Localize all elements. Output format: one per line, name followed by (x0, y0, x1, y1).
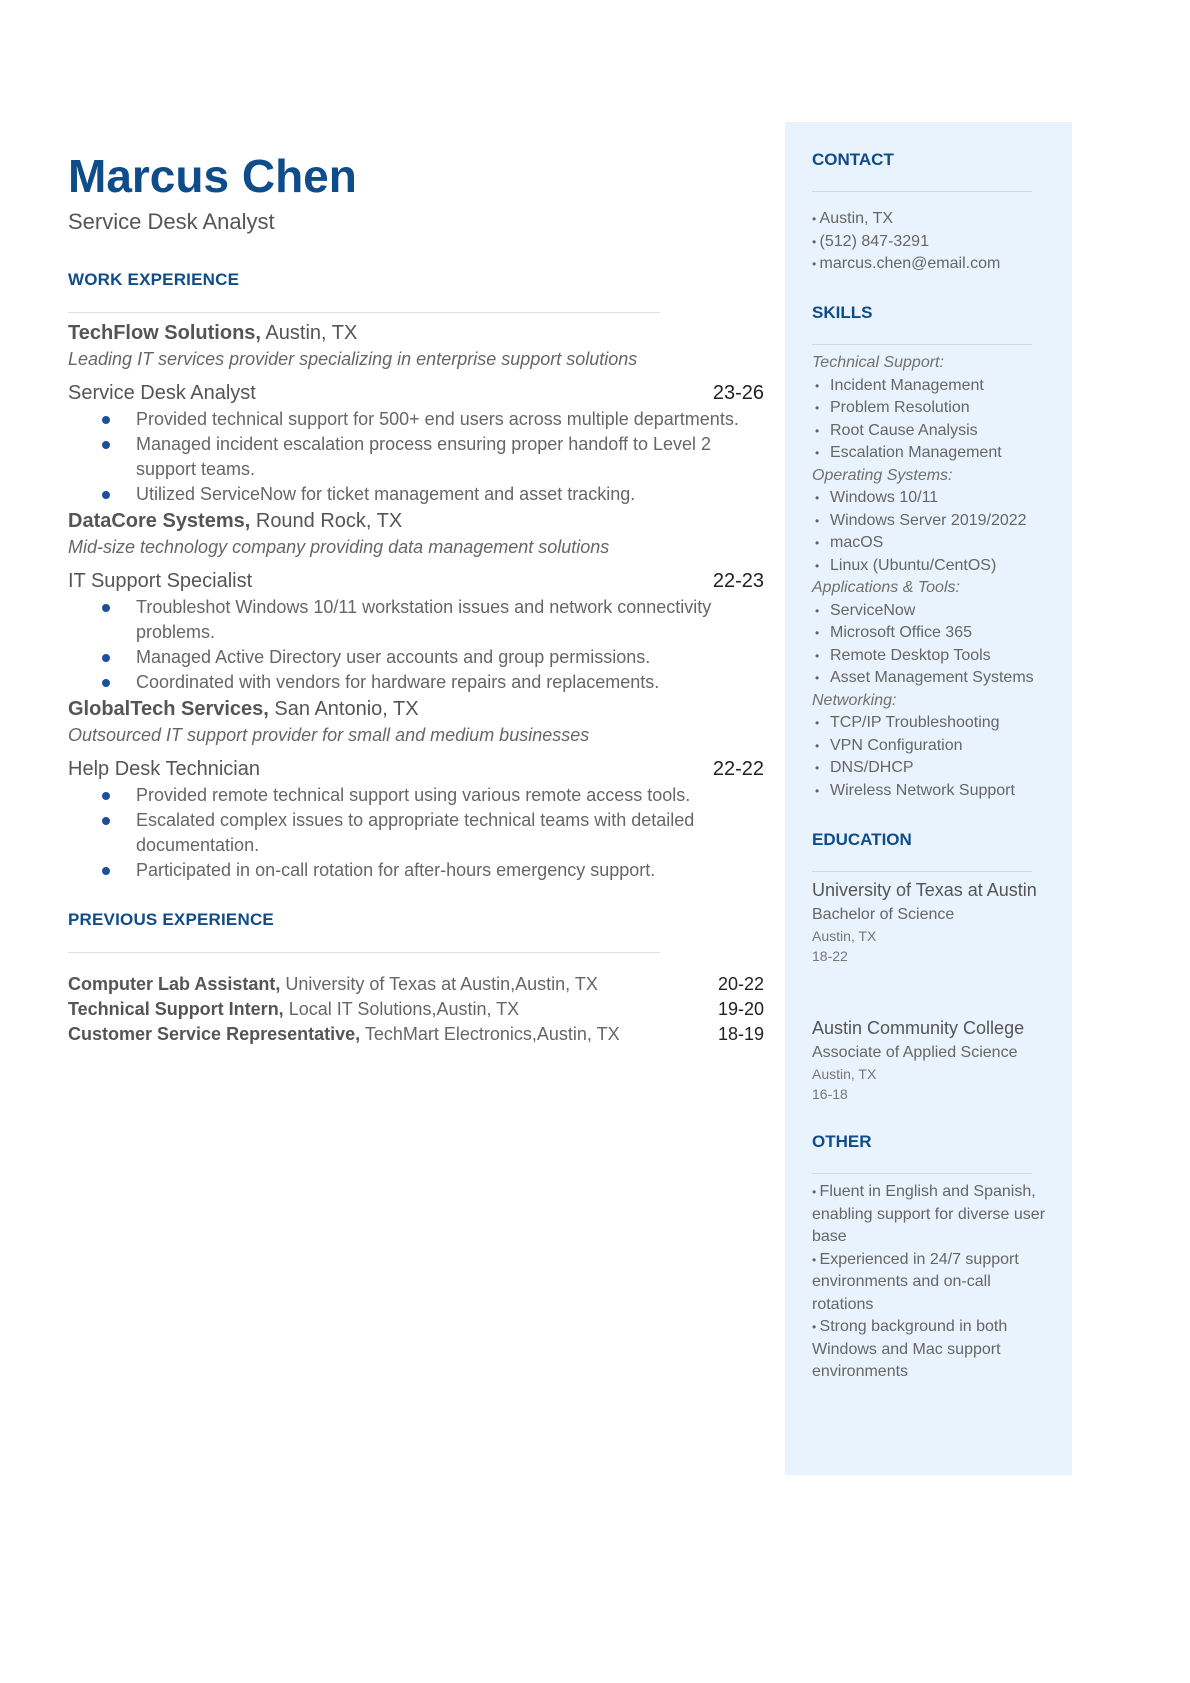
contact-text: Austin, TX (819, 210, 894, 227)
other-heading: OTHER (812, 1132, 872, 1151)
contact-text: marcus.chen@email.com (819, 255, 1001, 272)
job-bullets (102, 407, 762, 507)
previous-experience-heading: PREVIOUS EXPERIENCE (68, 910, 274, 929)
company-name: GlobalTech Services, (68, 698, 269, 720)
skill-item: • Microsoft Office 365 (812, 622, 1057, 645)
section-divider (68, 312, 660, 313)
contact-location (812, 208, 1057, 231)
previous-job-row (68, 997, 764, 1022)
job-company (68, 320, 357, 346)
school-name: Austin Community College (812, 1018, 1025, 1038)
bullet-icon (102, 867, 110, 875)
list-item (102, 407, 762, 432)
job-role (68, 568, 764, 594)
skill-item: • Wireless Network Support (812, 780, 1057, 803)
previous-place: TechMart Electronics,Austin, TX (360, 1024, 620, 1044)
skill-item: • Windows Server 2019/2022 (812, 510, 1057, 533)
sidebar (785, 122, 1072, 1475)
previous-place: Local IT Solutions,Austin, TX (283, 999, 520, 1019)
skill-item: • VPN Configuration (812, 735, 1057, 758)
bullet-icon (102, 654, 110, 662)
previous-role: Technical Support Intern, (68, 999, 284, 1019)
bullet-text: Participated in on-call rotation for after-hours emergency support. (136, 860, 656, 880)
role-dates: 22-22 (712, 758, 764, 780)
section-divider (812, 344, 1032, 345)
school-name: University of Texas at Austin (812, 880, 1037, 900)
skill-item: • Asset Management Systems (812, 667, 1057, 690)
skill-category: Operating Systems: (812, 466, 953, 484)
skill-category: Networking: (812, 691, 897, 709)
job-company (68, 508, 402, 534)
list-item (102, 432, 762, 482)
skill-item: • ServiceNow (812, 600, 1057, 623)
list-item (102, 858, 762, 883)
previous-job-row (68, 1022, 764, 1047)
section-divider (812, 1173, 1032, 1174)
previous-place: University of Texas at Austin,Austin, TX (280, 974, 598, 994)
company-location: Round Rock, TX (250, 510, 403, 532)
skill-category: Applications & Tools: (812, 579, 960, 596)
education-entry (812, 878, 1052, 966)
contact-email (812, 253, 1057, 276)
skill-item: • Escalation Management (812, 442, 1057, 465)
section-divider (812, 871, 1032, 872)
other-text: Experienced in 24/7 support environments and on-call rotations (812, 1250, 1019, 1313)
skill-item: • Incident Management (812, 375, 1057, 398)
candidate-title: Service Desk Analyst (68, 209, 275, 234)
bullet-icon (102, 416, 110, 424)
bullet-icon (102, 792, 110, 800)
bullet-text: Coordinated with vendors for hardware repairs and replacements. (136, 672, 660, 692)
skills-heading: SKILLS (812, 303, 873, 322)
bullet-icon (102, 679, 110, 687)
company-description: Outsourced IT support provider for small and medium businesses (68, 725, 590, 745)
school-location: Austin, TX (812, 928, 877, 944)
contact-heading: CONTACT (812, 150, 894, 169)
work-experience-heading: WORK EXPERIENCE (68, 270, 240, 289)
skill-item: • Root Cause Analysis (812, 420, 1057, 443)
previous-role: Computer Lab Assistant, (68, 974, 281, 994)
previous-role: Customer Service Representative, (68, 1024, 361, 1044)
company-description: Leading IT services provider specializing in enterprise support solutions (68, 349, 638, 369)
skill-item: • TCP/IP Troubleshooting (812, 712, 1057, 735)
job-company (68, 696, 419, 722)
other-list (812, 1181, 1047, 1384)
company-location: San Antonio, TX (268, 698, 419, 720)
role-dates: 22-23 (712, 570, 764, 592)
job-bullets (102, 595, 762, 695)
degree-name: Bachelor of Science (812, 906, 955, 923)
bullet-text: Troubleshot Windows 10/11 workstation issues and network connectivity problems. (136, 597, 712, 642)
company-location: Austin, TX (260, 322, 358, 344)
previous-dates: 18-19 (717, 1024, 764, 1044)
company-name: TechFlow Solutions, (68, 322, 261, 344)
role-title: Service Desk Analyst (68, 382, 256, 404)
skill-item: • Problem Resolution (812, 397, 1057, 420)
role-title: Help Desk Technician (68, 758, 260, 780)
role-title: IT Support Specialist (68, 570, 253, 592)
skill-item: • macOS (812, 532, 1057, 555)
bullet-text: Provided technical support for 500+ end users across multiple departments. (136, 409, 739, 429)
other-text: Strong background in both Windows and Mac support environments (812, 1318, 1008, 1380)
list-item (102, 482, 762, 507)
skill-category: Technical Support: (812, 354, 944, 371)
contact-phone (812, 231, 1057, 254)
list-item (102, 808, 762, 858)
bullet-icon (102, 817, 110, 825)
bullet-icon (102, 604, 110, 612)
other-text: Fluent in English and Spanish, enabling support for diverse user base (812, 1183, 1046, 1245)
school-location: Austin, TX (812, 1066, 877, 1082)
bullet-text: Utilized ServiceNow for ticket management and asset tracking. (136, 484, 636, 504)
skill-item: • Windows 10/11 (812, 487, 1057, 510)
contact-list (812, 208, 1057, 276)
list-item (102, 595, 762, 645)
section-divider (812, 191, 1032, 192)
school-years: 18-22 (812, 948, 848, 964)
bullet-text: Managed incident escalation process ensuring proper handoff to Level 2 support teams. (136, 434, 712, 479)
previous-dates: 20-22 (717, 974, 764, 994)
company-description: Mid-size technology company providing data management solutions (68, 537, 610, 557)
bullet-icon (102, 491, 110, 499)
bullet-text: Provided remote technical support using various remote access tools. (136, 785, 691, 805)
list-item (812, 1249, 1047, 1317)
education-entry (812, 1016, 1052, 1104)
job-bullets (102, 783, 762, 883)
candidate-name: Marcus Chen (68, 150, 357, 202)
list-item (102, 645, 762, 670)
skill-item: • Remote Desktop Tools (812, 645, 1057, 668)
skills-list (812, 352, 1057, 802)
job-role (68, 756, 764, 782)
bullet-text: Managed Active Directory user accounts and group permissions. (136, 647, 651, 667)
bullet-text: Escalated complex issues to appropriate technical teams with detailed documentation. (136, 810, 695, 855)
list-item (102, 783, 762, 808)
degree-name: Associate of Applied Science (812, 1044, 1018, 1061)
list-item (812, 1181, 1047, 1249)
previous-job-row (68, 972, 764, 997)
bullet-icon (102, 441, 110, 449)
education-heading: EDUCATION (812, 830, 912, 849)
job-role (68, 380, 764, 406)
previous-dates: 19-20 (717, 999, 764, 1019)
contact-text: (512) 847-3291 (819, 232, 929, 250)
company-name: DataCore Systems, (68, 510, 251, 532)
list-item (102, 670, 762, 695)
skill-item: • DNS/DHCP (812, 757, 1057, 780)
section-divider (68, 952, 660, 953)
school-years: 16-18 (812, 1086, 848, 1102)
skill-item: • Linux (Ubuntu/CentOS) (812, 555, 1057, 578)
role-dates: 23-26 (712, 382, 764, 404)
list-item (812, 1316, 1047, 1384)
